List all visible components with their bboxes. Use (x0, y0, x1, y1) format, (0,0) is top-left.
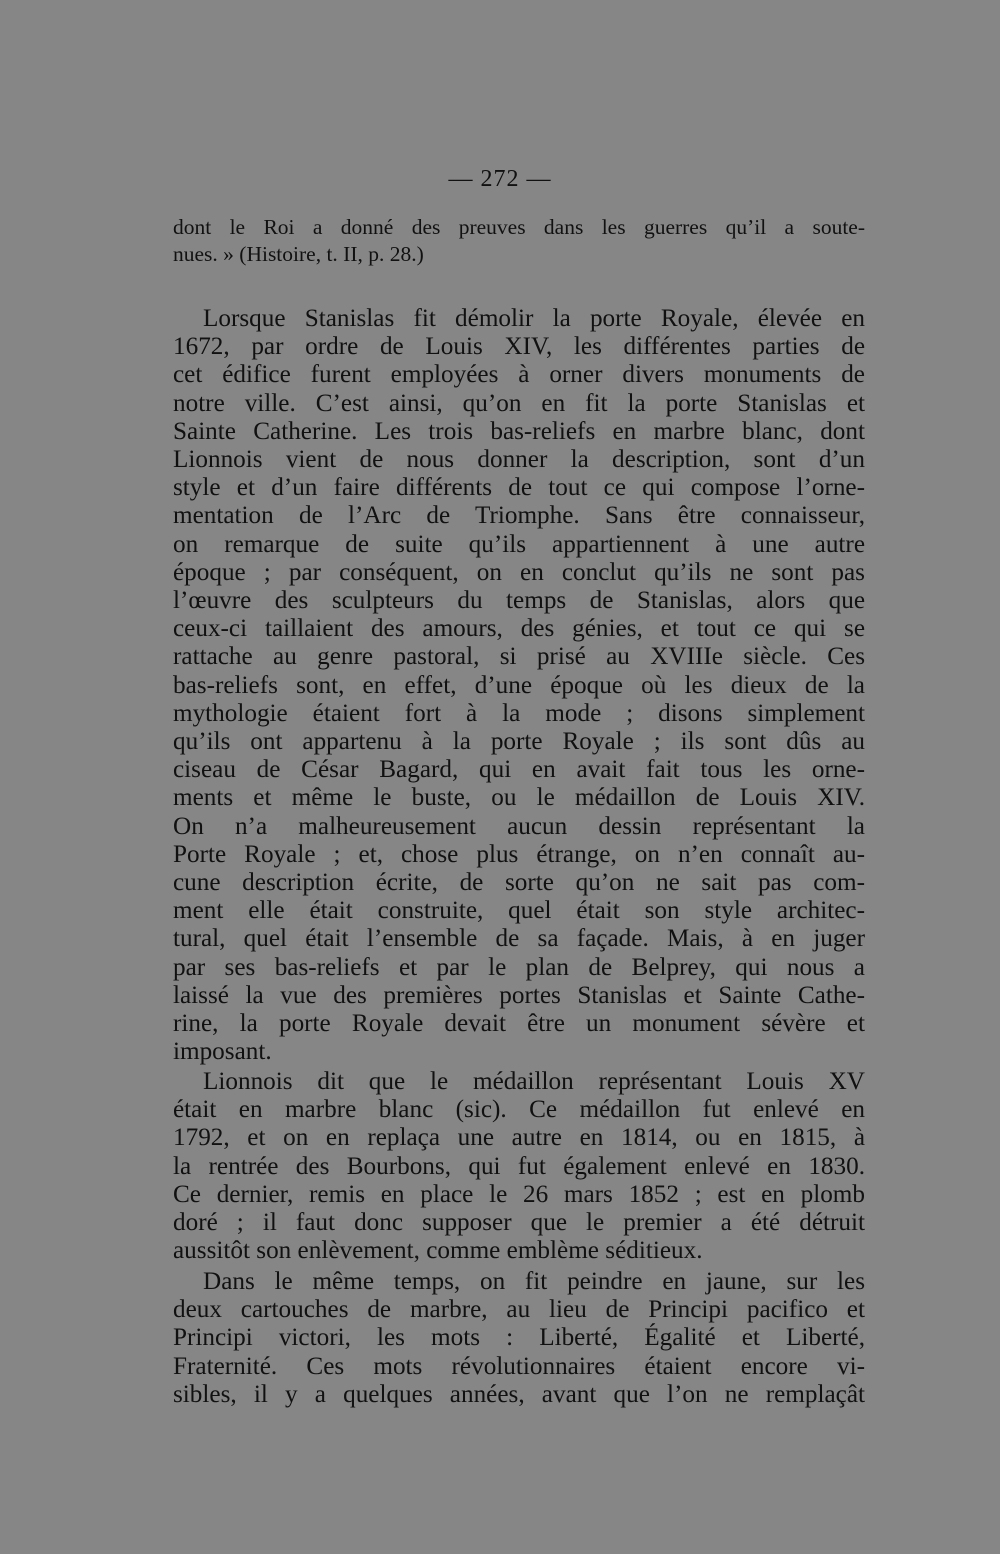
paragraph-porte-royale (173, 305, 865, 1066)
text-line: sibles, il y a quelques années, avant que l’on ne remplaçât (173, 1380, 865, 1408)
text-line: époque ; par conséquent, on en conclut qu’ils ne sont pas (173, 558, 865, 586)
text-line: par ses bas-reliefs et par le plan de Belprey, qui nous a (173, 953, 865, 981)
text-line: Lionnois dit que le médaillon représentant Louis XV (203, 1068, 865, 1095)
text-line: Sainte Catherine. Les trois bas-reliefs en marbre blanc, dont (173, 417, 865, 445)
text-line: Porte Royale ; et, chose plus étrange, on n’en connaît au- (173, 840, 865, 868)
text-line: cune description écrite, de sorte qu’on ne sait pas com- (173, 869, 865, 897)
text-line: ceux-ci taillaient des amours, des génies, et tout ce qui se (173, 615, 865, 643)
text-line: doré ; il faut donc supposer que le premier a été détruit (173, 1209, 865, 1237)
text-line: la rentrée des Bourbons, qui fut également enlevé en 1830. (173, 1152, 865, 1180)
text-line: imposant. (173, 1038, 272, 1066)
text-line: rine, la porte Royale devait être un monument sévère et (173, 1010, 865, 1038)
text-line: 1792, et on en replaça une autre en 1814, ou en 1815, à (173, 1124, 865, 1152)
text-line: nues. » (Histoire, t. II, p. 28.) (173, 242, 424, 266)
text-line: 1672, par ordre de Louis XIV, les différentes parties de (173, 333, 865, 361)
text-line: Lorsque Stanislas fit démolir la porte Royale, élevée en (203, 305, 865, 332)
text-line: style et d’un faire différents de tout ce qui compose l’orne- (173, 474, 865, 502)
text-line: ments et même le buste, ou le médaillon de Louis XIV. (173, 784, 865, 812)
text-line: qu’ils ont appartenu à la porte Royale ; ils sont dûs au (173, 728, 865, 756)
text-line: Fraternité. Ces mots révolutionnaires étaient encore vi- (173, 1352, 865, 1380)
text-line: tural, quel était l’ensemble de sa façade. Mais, à en juger (173, 925, 865, 953)
text-line: bas-reliefs sont, en effet, d’une époque où les dieux de la (173, 671, 865, 699)
paragraph-cartouches (173, 1268, 865, 1409)
text-line: on remarque de suite qu’ils appartiennent à une autre (173, 530, 865, 558)
text-line: cet édifice furent employées à orner divers monuments de (173, 361, 865, 389)
text-line: laissé la vue des premières portes Stanislas et Sainte Cathe- (173, 981, 865, 1009)
text-line: rattache au genre pastoral, si prisé au XVIIIe siècle. Ces (173, 643, 865, 671)
paragraph-medaillon (173, 1068, 865, 1265)
text-line: était en marbre blanc (sic). Ce médaillon fut enlevé en (173, 1096, 865, 1124)
text-line: deux cartouches de marbre, au lieu de Principi pacifico et (173, 1296, 865, 1324)
text-line: ciseau de César Bagard, qui en avait fait tous les orne- (173, 756, 865, 784)
text-line: On n’a malheureusement aucun dessin représentant la (173, 812, 865, 840)
intro-quote-ending (173, 214, 865, 268)
text-line: ment elle était construite, quel était son style architec- (173, 897, 865, 925)
text-line: Ce dernier, remis en place le 26 mars 1852 ; est en plomb (173, 1180, 865, 1208)
text-line: l’œuvre des sculpteurs du temps de Stanislas, alors que (173, 587, 865, 615)
text-line: Principi victori, les mots : Liberté, Égalité et Liberté, (173, 1324, 865, 1352)
text-line: Lionnois vient de nous donner la description, sont d’un (173, 446, 865, 474)
text-line: mentation de l’Arc de Triomphe. Sans être connaisseur, (173, 502, 865, 530)
text-line: Dans le même temps, on fit peindre en jaune, sur les (203, 1268, 865, 1295)
text-line: aussitôt son enlèvement, comme emblème séditieux. (173, 1237, 703, 1265)
page-number: — 272 — (448, 166, 552, 192)
text-line: mythologie étaient fort à la mode ; disons simplement (173, 699, 865, 727)
text-line: dont le Roi a donné des preuves dans les guerres qu’il a soute- (173, 215, 865, 239)
text-line: notre ville. C’est ainsi, qu’on en fit la porte Stanislas et (173, 389, 865, 417)
